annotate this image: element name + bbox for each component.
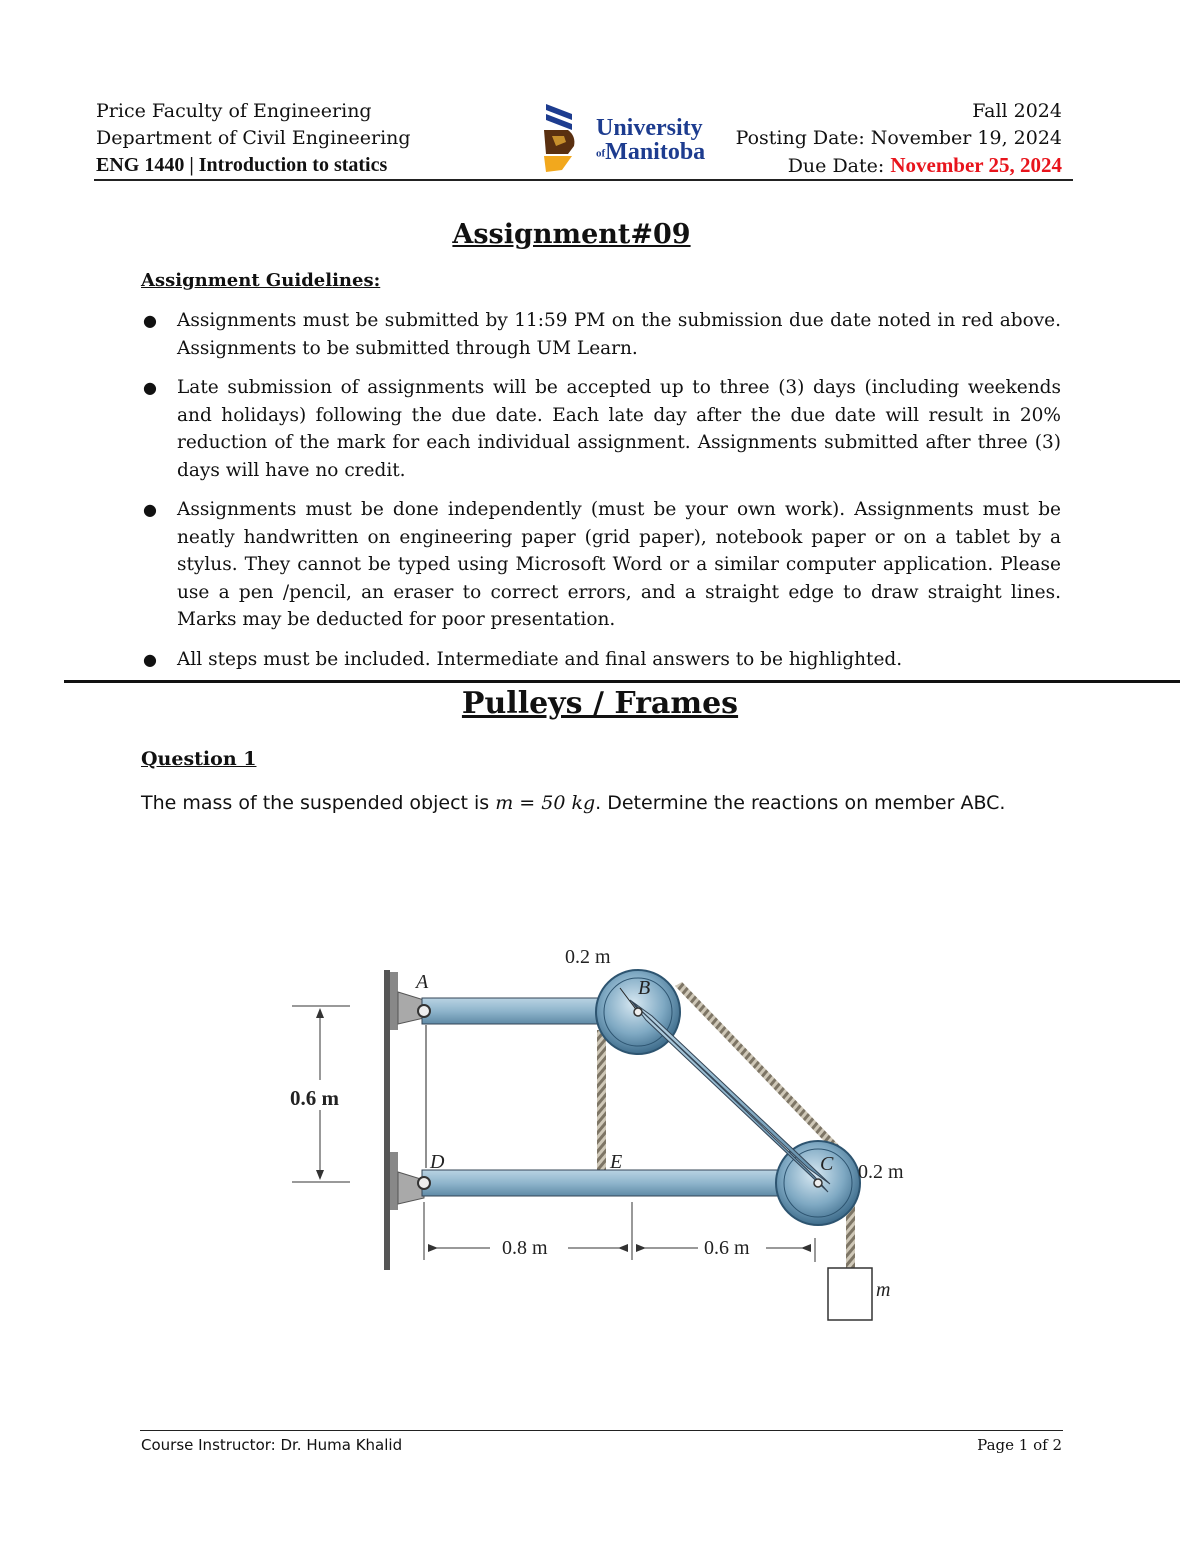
list-item: ● Assignments must be done independently (must be your own work). Assignments must be neatly handwritten on engineering paper (grid paper), notebook paper or on a tablet by a stylus. They cannot be typed using Microsoft Word or a similar computer application. Please use a pen /pencil, an eraser to correct errors, and a straight edge to draw straight lines. Marks may be deducted for poor presentation. (141, 496, 1061, 634)
logo-line-1: University (596, 115, 703, 141)
section-divider (64, 680, 1180, 683)
member-bc-body (630, 1000, 830, 1184)
guidelines-list (141, 307, 1061, 685)
bullet-icon: ● (143, 378, 157, 397)
label-a: A (416, 971, 429, 993)
logo-prefix: of (596, 147, 606, 160)
label-c: C (820, 1153, 834, 1175)
department-name: Department of Civil Engineering (96, 127, 411, 149)
posting-date: Posting Date: November 19, 2024 (735, 127, 1062, 149)
wall-plate-a (390, 972, 398, 1030)
dim-ec-label: 0.6 m (704, 1237, 750, 1259)
header-divider (94, 179, 1073, 181)
footer-page: Page 1 of 2 (977, 1436, 1062, 1454)
bullet-icon: ● (143, 649, 157, 669)
dim-pulley-c-label: 0.2 m (858, 1161, 904, 1183)
mass-block (828, 1268, 872, 1320)
wall-plate-d (390, 1152, 398, 1210)
member-dc (422, 1170, 822, 1196)
guidelines-heading: Assignment Guidelines: (141, 270, 381, 291)
logo-line-2: Manitoba (605, 139, 706, 165)
university-logo (538, 100, 718, 176)
arrowhead (801, 1244, 811, 1252)
footer-instructor: Course Instructor: Dr. Huma Khalid (141, 1436, 403, 1454)
list-item: ● Late submission of assignments will be accepted up to three (3) days (including weekends and holidays) following the due date. Each late day after the due date will result in 20% reduction of the mark for each individual assignment. Assignments submitted after three (3) days will have no credit. (141, 374, 1061, 484)
rope-diagonal (675, 982, 855, 1166)
dim-height-label: 0.6 m (290, 1086, 339, 1110)
dim-de-label: 0.8 m (502, 1237, 548, 1259)
dim-pulley-b-label: 0.2 m (565, 946, 611, 968)
label-m: m (876, 1279, 891, 1301)
list-item: ● All steps must be included. Intermediate and final answers to be highlighted. (141, 646, 1061, 674)
bullet-icon: ● (143, 311, 157, 330)
member-bc (632, 1002, 828, 1192)
faculty-name: Price Faculty of Engineering (96, 100, 372, 122)
label-d: D (430, 1151, 445, 1173)
wall (384, 970, 390, 1270)
bison-shield-icon (538, 100, 598, 176)
arrowhead-down (316, 1170, 324, 1180)
due-date-value: November 25, 2024 (890, 153, 1062, 177)
pin-b (634, 1008, 642, 1016)
section-title: Pulleys / Frames (461, 686, 739, 721)
question-math: m = 50 kg (495, 792, 596, 814)
label-e: E (610, 1151, 623, 1173)
question-label: Question 1 (141, 748, 257, 770)
course-title: ENG 1440 | Introduction to statics (96, 154, 388, 176)
pin-c (814, 1179, 822, 1187)
pin-d (418, 1177, 430, 1189)
arrowhead (428, 1244, 438, 1252)
assignment-title: Assignment#09 (452, 219, 691, 250)
list-item: ● Assignments must be submitted by 11:59 PM on the submission due date noted in red above. Assignments to be submitted through UM Learn. (141, 307, 1061, 362)
arrowhead-up (316, 1008, 324, 1018)
header-right (736, 98, 1062, 180)
pin-a (418, 1005, 430, 1017)
arrowhead (636, 1244, 646, 1252)
term: Fall 2024 (972, 100, 1062, 122)
bullet-icon: ● (143, 500, 157, 519)
pulley-frame-figure (280, 930, 940, 1330)
label-b: B (638, 977, 651, 999)
due-date-label: Due Date: (787, 155, 891, 177)
question-text: The mass of the suspended object is m = 50 kg. Determine the reactions on member ABC. (141, 792, 1006, 814)
footer-divider (140, 1430, 1063, 1431)
rope-be (597, 1030, 606, 1170)
header-left (96, 98, 411, 179)
arrowhead (618, 1244, 628, 1252)
